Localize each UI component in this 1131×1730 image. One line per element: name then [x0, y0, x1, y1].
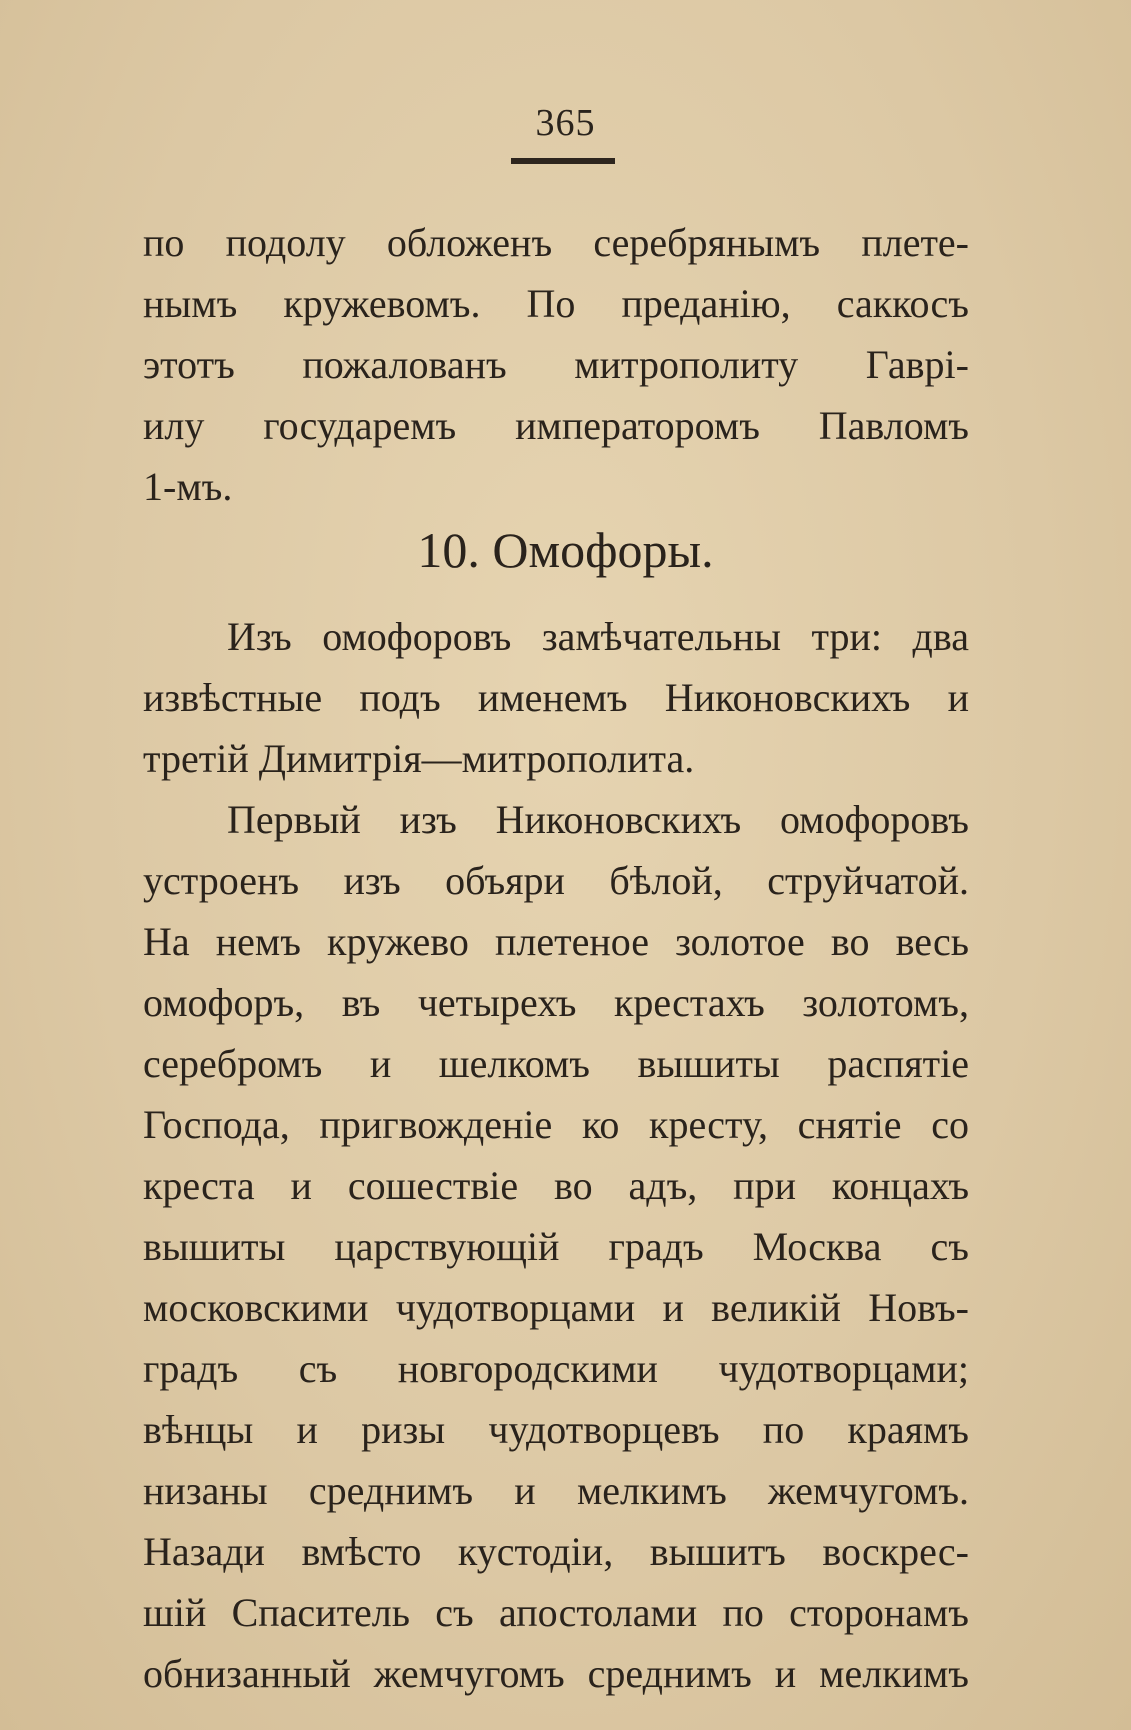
text-line: извѣстные подъ именемъ Никоновскихъ и [143, 675, 969, 720]
text-line: 1-мъ. [143, 464, 233, 509]
text-line: Назади вмѣсто кустодіи, вышитъ воскрес- [143, 1529, 969, 1574]
text-line: третій Димитрія—митрополита. [143, 736, 695, 781]
text-line: обнизанный жемчугомъ среднимъ и мелкимъ [143, 1651, 969, 1696]
section-body [143, 606, 969, 1704]
text-line: по подолу обложенъ серебрянымъ плете- [143, 220, 969, 265]
text-line: шій Спаситель съ апостолами по сторонамъ [143, 1590, 969, 1635]
text-line: серебромъ и шелкомъ вышиты распятіе [143, 1041, 969, 1086]
text-line: Господа, пригвожденіе ко кресту, снятіе со [143, 1102, 969, 1147]
text-line: этотъ пожалованъ митрополиту Гаврі- [143, 342, 969, 387]
text-line: омофоръ, въ четырехъ крестахъ золотомъ, [143, 980, 969, 1025]
text-line: градъ съ новгородскими чудотворцами; [143, 1346, 969, 1391]
section-heading: 10. Омофоры. [417, 522, 714, 578]
text-line: вѣнцы и ризы чудотворцевъ по краямъ [143, 1407, 969, 1452]
text-line: устроенъ изъ объяри бѣлой, струйчатой. [143, 858, 969, 903]
page-number: 365 [535, 102, 596, 144]
text-line: московскими чудотворцами и великій Новъ- [143, 1285, 969, 1330]
text-line: На немъ кружево плетеное золотое во весь [143, 919, 969, 964]
page-number-rule [511, 158, 615, 164]
text-line: креста и сошествіе во адъ, при концахъ [143, 1163, 969, 1208]
text-line: вышиты царствующій градъ Москва съ [143, 1224, 969, 1269]
text-line: нымъ кружевомъ. По преданію, саккосъ [143, 281, 969, 326]
text-line: низаны среднимъ и мелкимъ жемчугомъ. [143, 1468, 969, 1513]
text-line: илу государемъ императоромъ Павломъ [143, 403, 969, 448]
text-line: Первый изъ Никоновскихъ омофоровъ [227, 797, 969, 842]
text-line: Изъ омофоровъ замѣчательны три: два [227, 614, 969, 659]
continued-paragraph [143, 212, 969, 517]
